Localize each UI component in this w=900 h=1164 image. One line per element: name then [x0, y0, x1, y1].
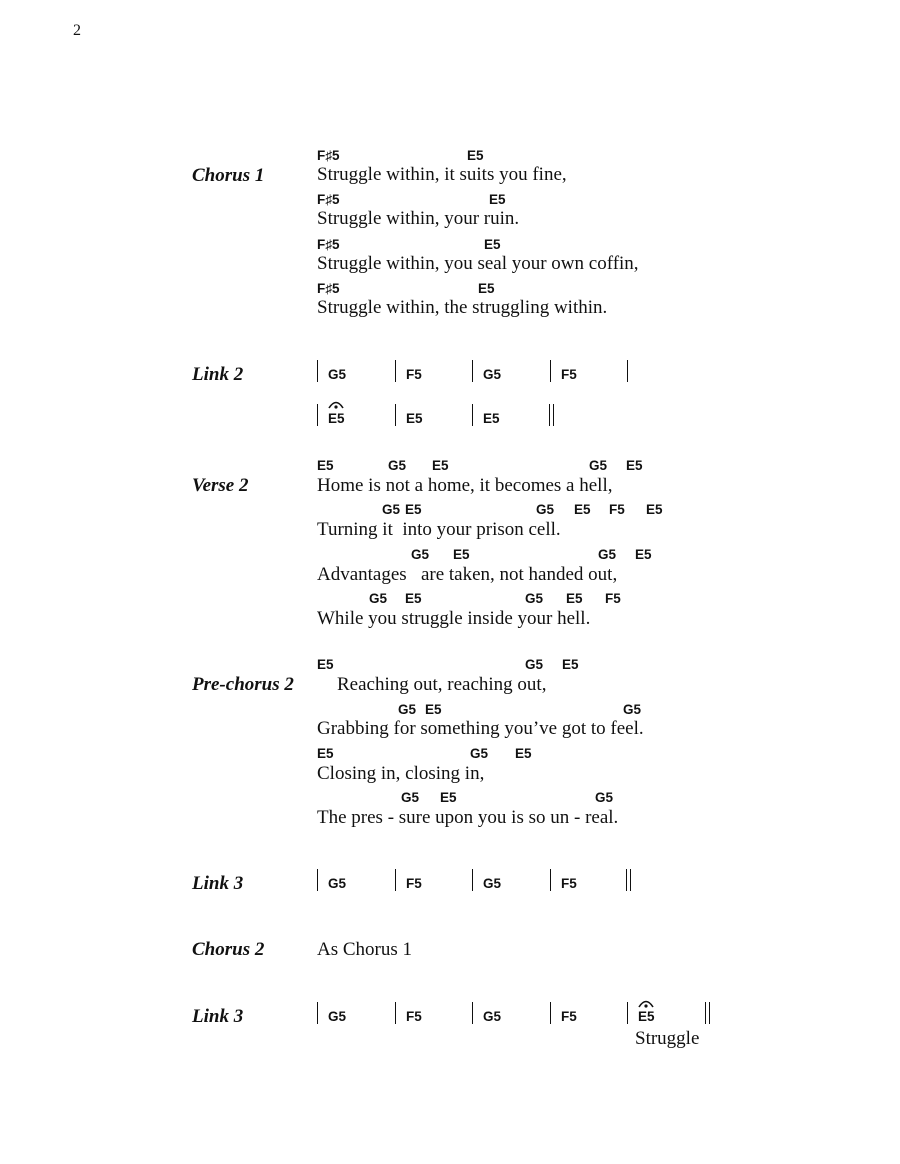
chord: F5	[406, 876, 422, 891]
barline	[627, 360, 628, 382]
chord: G5	[623, 702, 642, 717]
chord: E5	[484, 237, 501, 252]
chord: F5	[406, 1009, 422, 1024]
double-barline	[549, 404, 554, 426]
barline	[472, 360, 473, 382]
chord: G5	[595, 790, 614, 805]
chord: F5	[561, 876, 577, 891]
chord: E5	[566, 591, 583, 606]
chord: G5	[388, 458, 407, 473]
chord: E5	[515, 746, 532, 761]
barline	[317, 360, 318, 382]
chord: E5	[425, 702, 442, 717]
section-label-verse-2: Verse 2	[192, 475, 249, 496]
chord: G5	[411, 547, 430, 562]
chord: G5	[525, 657, 544, 672]
barline	[550, 360, 551, 382]
chord: F5	[609, 502, 625, 517]
lyric-line: Turning it into your prison cell.	[317, 519, 561, 540]
barline	[395, 404, 396, 426]
barline	[317, 869, 318, 891]
section-label-pre-chorus-2: Pre-chorus 2	[192, 674, 294, 695]
chord: G5	[328, 876, 347, 891]
chord: F♯5	[317, 281, 340, 296]
barline	[317, 1002, 318, 1024]
chord: G5	[382, 502, 401, 517]
section-label-chorus-2: Chorus 2	[192, 939, 265, 960]
chord: E5	[453, 547, 470, 562]
barline	[627, 1002, 628, 1024]
chord: E5	[432, 458, 449, 473]
chord: E5	[405, 502, 422, 517]
chord: E5	[317, 458, 334, 473]
chord: G5	[401, 790, 420, 805]
section-label-chorus-1: Chorus 1	[192, 165, 265, 186]
chord: E5	[483, 411, 500, 426]
section-label-link-3: Link 3	[192, 873, 244, 894]
chord: F♯5	[317, 192, 340, 207]
chord: F5	[605, 591, 621, 606]
chord: E5	[406, 411, 423, 426]
chord: G5	[483, 1009, 502, 1024]
lyric-line: Advantages are taken, not handed out,	[317, 564, 618, 585]
chord: F5	[561, 367, 577, 382]
lyric-line: Struggle within, you seal your own coffin,	[317, 253, 639, 274]
chord: E5	[574, 502, 591, 517]
chord: E5	[489, 192, 506, 207]
chord: E5	[562, 657, 579, 672]
barline	[550, 869, 551, 891]
double-barline	[705, 1002, 710, 1024]
lyric-line: The pres - sure upon you is so un - real.	[317, 807, 619, 828]
chord: G5	[536, 502, 555, 517]
barline	[472, 1002, 473, 1024]
chord: F♯5	[317, 237, 340, 252]
chord: G5	[470, 746, 489, 761]
chord: E5	[635, 547, 652, 562]
chord: E5	[478, 281, 495, 296]
chord: G5	[369, 591, 388, 606]
lyric-line: Reaching out, reaching out,	[337, 674, 547, 695]
chord: F♯5	[317, 148, 340, 163]
chord: G5	[483, 367, 502, 382]
barline	[395, 869, 396, 891]
barline	[472, 404, 473, 426]
chord: E5	[467, 148, 484, 163]
lyric-line: Struggle	[635, 1028, 700, 1049]
page-number: 2	[73, 22, 81, 39]
section-label-link-2: Link 2	[192, 364, 244, 385]
chord: E5	[317, 746, 334, 761]
lyric-line: Home is not a home, it becomes a hell,	[317, 475, 613, 496]
chord: G5	[328, 1009, 347, 1024]
double-barline	[626, 869, 631, 891]
lyric-line: Struggle within, the struggling within.	[317, 297, 608, 318]
chorus-2-instruction: As Chorus 1	[317, 939, 413, 960]
chord: E5	[638, 1009, 655, 1024]
chord: E5	[440, 790, 457, 805]
chord: E5	[626, 458, 643, 473]
lyric-line: While you struggle inside your hell.	[317, 608, 591, 629]
barline	[550, 1002, 551, 1024]
section-label-link-3: Link 3	[192, 1006, 244, 1027]
chord: G5	[589, 458, 608, 473]
fermata-icon	[326, 396, 346, 410]
chord: G5	[525, 591, 544, 606]
barline	[395, 360, 396, 382]
chord: G5	[483, 876, 502, 891]
barline	[395, 1002, 396, 1024]
chord: E5	[405, 591, 422, 606]
chord: E5	[328, 411, 345, 426]
chord: G5	[598, 547, 617, 562]
chord: F5	[561, 1009, 577, 1024]
barline	[317, 404, 318, 426]
chord: F5	[406, 367, 422, 382]
lyric-line: Struggle within, it suits you fine,	[317, 164, 567, 185]
lyric-line: Closing in, closing in,	[317, 763, 485, 784]
barline	[472, 869, 473, 891]
fermata-icon	[636, 995, 656, 1009]
lyric-line: Struggle within, your ruin.	[317, 208, 520, 229]
chord: E5	[317, 657, 334, 672]
chord: E5	[646, 502, 663, 517]
chord: G5	[328, 367, 347, 382]
lyric-line: Grabbing for something you’ve got to feel.	[317, 718, 644, 739]
chord: G5	[398, 702, 417, 717]
